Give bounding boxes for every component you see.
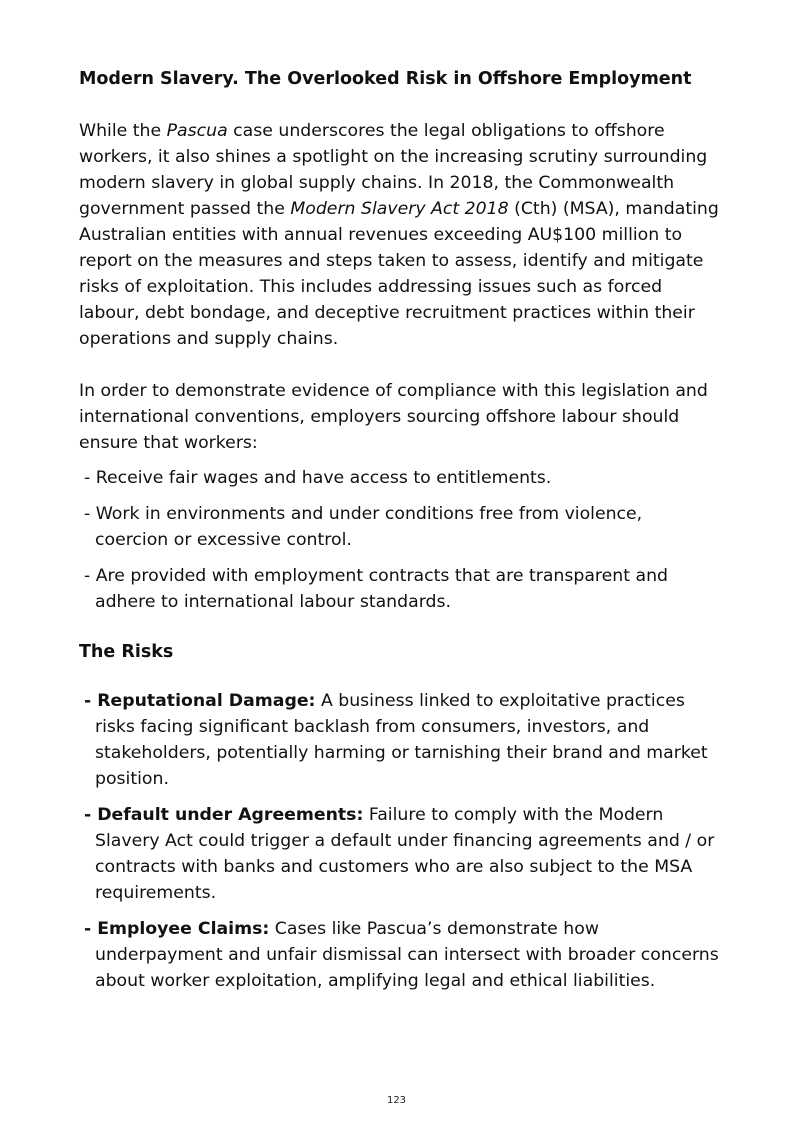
intro-paragraph [79,118,719,352]
page-number: 123 [386,1095,407,1106]
list-item: - Work in environments and under conditions free from violence, coercion or excessive control. [84,504,643,550]
risk-text: A business linked to exploitative practices risks facing significant backlash from consumers, investors, and stakeholders, potentially harming or tarnishing their brand and market position. [95,691,708,789]
risks-heading: The Risks [79,642,174,662]
intro-text-1: While the [79,121,167,141]
act-name: Modern Slavery Act 2018 [290,199,509,219]
intro-text-3: (Cth) (MSA), mandating Australian entities with annual revenues exceeding AU$100 million to report on the measures and steps taken to assess, identify and mitigate risks of exploitation. This includes addressing issues such as forced labour, debt bondage, and deceptive recruitment practices within their operations and supply chains. [79,199,719,349]
risk-text: Failure to comply with the Modern Slavery Act could trigger a default under financing agreements and / or contracts with banks and customers who are also subject to the MSA requirements. [95,805,715,903]
worker-requirements-list [79,465,719,615]
list-item: - Receive fair wages and have access to entitlements. [84,468,552,488]
risks-list [79,688,719,994]
intro-text-2: case underscores the legal obligations to offshore workers, it also shines a spotlight on the increasing scrutiny surrounding modern slavery in global supply chains. In 2018, the Commonwealth government passed the [79,121,708,219]
document-page [79,66,719,1004]
risk-item-employee-claims [79,916,719,994]
compliance-paragraph: In order to demonstrate evidence of compliance with this legislation and international conventions, employers sourcing offshore labour should ensure that workers: [79,381,708,453]
risk-label: - Employee Claims: [84,919,270,939]
risk-label: - Reputational Damage: [84,691,316,711]
risk-item-reputational-damage [79,688,719,792]
risk-item-default-under-agreements [79,802,719,906]
risk-label: - Default under Agreements: [84,805,364,825]
section-title: Modern Slavery. The Overlooked Risk in Offshore Employment [79,69,692,89]
risk-text: Cases like Pascua’s demonstrate how underpayment and unfair dismissal can intersect with broader concerns about worker exploitation, amplifying legal and ethical liabilities. [95,919,719,991]
case-name: Pascua [166,121,228,141]
list-item: - Are provided with employment contracts that are transparent and adhere to international labour standards. [84,566,669,612]
